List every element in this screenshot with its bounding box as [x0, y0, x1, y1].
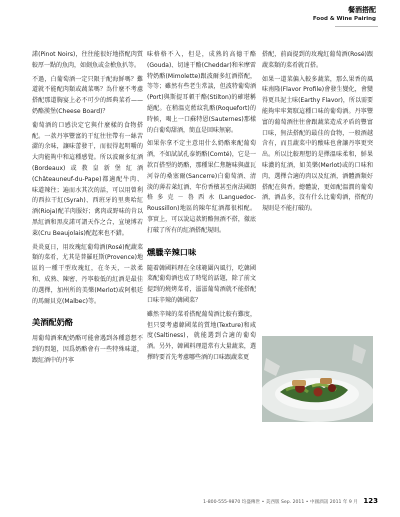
subheading-spicy: 燻臘辛辣口味	[147, 246, 197, 257]
footer-text: 1-800-555-9870 均盛傳世 • 美西版 Sep. 2011 • 中國酒訊 2011 年 9 月	[203, 500, 358, 505]
paragraph: 不過，白葡萄酒一定只限于配海鮮嗎？難道就不能配肉類或蔬菜嗎？為什麼不考慮搭配那道胸宴上必不可少的經典菜肴——奶酪漢堡(Cheese Board)？	[32, 75, 143, 115]
paragraph: 炎炎夏日，用玫瑰紅葡萄酒(Rosé)配蔬菜類的菜肴，尤其是普羅旺斯(Provence)地區的一種干型玫瑰紅，在冬天，一款柔和、成熟、陳密、丹寧較低的紅酒是最佳的選擇，加州所的美樂(Merlot)或阿根廷的馬爾貝克(Malbec)等。	[32, 243, 143, 305]
plate-illustration	[262, 336, 373, 422]
subheading-cheese: 美酒配奶酪	[32, 317, 73, 328]
section-title-english: Food & Wine Pairing	[312, 16, 376, 22]
paragraph: 雖然辛辣的菜肴搭配葡萄酒比較有難度，但只要考慮韓國菜的質地(Texture)和咸度(Saltiness)，就能選到合適的葡萄酒。另外，韓國料理還常有大量蔬菜，選擇時要首先考慮哪些酒的口味跟蔬菜更	[147, 310, 256, 361]
food-photo	[262, 336, 373, 422]
paragraph: 如果你拿不定主意用什么奶酪來配葡萄酒，不如試試孔泰奶酪(Comté)，它是一款百搭型的奶酪，那種果仁焦糖味與盧瓦河谷的桑塞爾(Sancerre)白葡萄酒、清淡的薄若萊紅酒、年份香檳甚至南法國朗格多克－魯西永(Languedoc-Roussillon)地區的陳年紅酒都很相配。事實上，可以說這款奶酪無酒不搭，徹底打破了所有的紅酒搭配規則。	[147, 140, 256, 234]
section-header	[313, 6, 376, 23]
paragraph: 用葡萄酒來配奶酪可能會遇到各種意想不到的問題，因爲奶酪會有一些特殊味道，跟紅酒中的丹寧	[32, 335, 143, 364]
paragraph: 葡萄酒的口感決定它與什麼樣的食物搭配。一款丹寧豐富的干紅往往帶有一絲苦澀的余味，讓味蕾發干，而很得起明嚼的大肉能夠中和這種感覺。所以波爾多紅酒(Bordeaux)或教皇新堡紅酒(Châteauneuf-du-Pape)都適配牛肉、味道辣往；遍而水其次的話，可以用曾利的西拉干紅(Syrah)、西班牙的里奧哈紅酒(Rioja)配羊肉服好；禽肉或野味的肯以黑紅酒和黑皮諾可謂天作之合，宣境博若萊(Cru Beaujolais)配起來也不錯。	[32, 121, 143, 237]
text-column-3	[262, 50, 373, 218]
text-column-1	[32, 50, 143, 370]
page-footer	[0, 497, 378, 505]
section-title-chinese: 餐酒搭配	[348, 6, 376, 14]
header-rule	[335, 26, 378, 27]
paragraph: 搭配，前面提到的玫瑰紅葡萄酒(Rosé)跟蔬菜類的菜肴就百搭。	[262, 51, 373, 69]
paragraph: 如果一道菜偏入較多蔬菜，那么果香的風味南隆(Flavor Profile)會發生變化，會變得更具泥土味(Earthy Flavor)，所以需要能夠牢牢駕馭這種口味的葡萄酒。丹寧豐富的葡萄酒往往會跟蔬菜造成矛盾的豐富口味，無法搭配的最佳的食物，一般酒越含有，而且蔬菜中的酸味也會讓丹寧更突出。所以比較理想的是擇溫味柔和，鮮果味濃的紅酒，如美樂(Merlot)或的口味和肉，選擇合適的肉以及紅酒，酒體酒類好搭配在與香。總體說，更如配溫潤的葡萄酒，酒品多，沒有什么比葡萄酒，搭配的規則是不能打破的。	[262, 75, 373, 213]
paragraph: 隨着韓國料理在全球範圍內風行，吃韓國菜配葡萄酒也成了時髦的話題，除了前文提到的燒烤菜肴，滋滋葡萄酒就不能搭配口味辛辣的韓國菜？	[147, 264, 256, 304]
page-number: 123	[363, 497, 378, 505]
paragraph: 諾(Pinot Noirs)，往往能很好地搭配肉質較厚一點的魚肉，如劍魚或金槍魚扒等。	[32, 51, 143, 69]
paragraph: 味格格不入，但是，成熟的高德干酪(Gouda)、切達干酪(Cheddar)和米摩雷特奶酪(Mimolette)跟波爾多紅酒搭配，等等；雖然有些老生常談，但波特葡萄酒(Port)與斯提耳頓干酪(Stilton)的確堪稱絕配。在稍溫克藍紋乳酪(Roquefort)的時候，喝上一口蘇特恩(Sauternes)那樣的白葡萄甜酒，簡直是回味無窮。	[147, 51, 256, 134]
text-column-2	[147, 50, 256, 367]
